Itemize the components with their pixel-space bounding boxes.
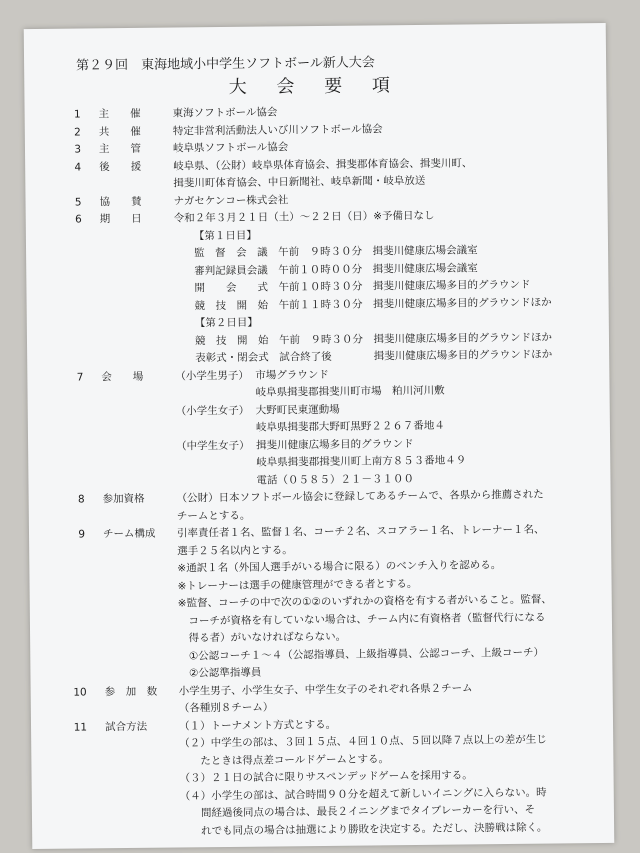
item-row: 4 後 援 岐阜県、（公財）岐阜県体育協会、揖斐郡体育協会、揖斐川町、	[74, 156, 473, 174]
item-row: 5 協 賛 ナガセケンコー株式会社	[74, 193, 289, 209]
items-section	[65, 101, 595, 841]
team-row: 9 チーム構成 引率責任者１名、監督１名、コーチ２名、スコアラー１名、トレーナー１名、	[78, 523, 545, 541]
schedule-row: 競 技 開 始 午前 ９時３０分 揖斐川健康広場多目的グラウンドほか	[194, 331, 553, 347]
venue-row: （中学生女子） 揖斐川健康広場多目的グラウンド	[176, 437, 414, 452]
venue-row: 岐阜県揖斐郡揖斐川町市場 粕川河川敷	[255, 384, 445, 399]
schedule-row: 表彰式・閉会式 試合終了後 揖斐川健康広場多目的グラウンドほか	[195, 348, 553, 365]
venue-row: 岐阜県揖斐郡大野町黒野２２６７番地４	[255, 419, 445, 434]
document-title: 大 会 要 項	[228, 75, 403, 98]
schedule-row: 審判記録員会議 午前１０時００分 揖斐川健康広場会議室	[194, 261, 478, 277]
method-row: （３）２１日の試合に限りサスペンデッドゲームを採用する。	[179, 769, 473, 785]
team-row: ※監督、コーチの中で次の①②のいずれかの資格を有する者がいること。監督、	[177, 593, 552, 610]
item-row: 揖斐川町体育協会、中日新聞社、岐阜新聞・岐阜放送	[173, 174, 426, 190]
schedule-row: 監 督 会 議 午前 ９時３０分 揖斐川健康広場会議室	[194, 244, 478, 260]
team-row: ※トレーナーは選手の健康管理ができる者とする。	[177, 577, 418, 592]
schedule-row: 競 技 開 始 午前１１時３０分 揖斐川健康広場多目的グラウンドほか	[194, 296, 552, 312]
venue-row: 岐阜県揖斐郡揖斐川町上南方８５３番地４９	[256, 454, 467, 469]
teams-count-row: （各種別８チーム）	[178, 701, 274, 715]
team-row: ①公認コーチ１～４（公認指導員、上級指導員、公認コーチ、上級コーチ）	[178, 646, 545, 662]
schedule-row: 開 会 式 午前１０時３０分 揖斐川健康広場多目的グラウンド	[194, 278, 531, 295]
method-row: 11 試合方法 （１）トーナメント方式とする。	[73, 718, 337, 734]
schedule-row: 【第２日目】	[194, 316, 258, 330]
method-row: （２）中学生の部は、３回１５点、４回１０点、５回以降７点以上の差が生じ	[179, 733, 547, 750]
qualification-row: 8 参加資格 （公財）日本ソフトボール協会に登録してあるチームで、各県から推薦された	[77, 488, 544, 506]
venue-row: 電話（０５８５）２１－３１００	[256, 472, 415, 487]
team-row: ※通訳１名（外国人選手がいる場合に限る）のベンチ入りを認める。	[177, 559, 502, 575]
team-row: 得る者）がいなければならない。	[178, 630, 347, 645]
teams-count-row: 10 参 加 数 小学生男子、小学生女子、中学生女子のそれぞれ各県２チーム	[73, 681, 473, 699]
item-row: 2 共 催 特定非営利活動法人いび川ソフトボール協会	[74, 122, 383, 139]
venue-row: （小学生女子） 大野町民東運動場	[175, 403, 340, 417]
venue-row: 7 会 場 （小学生男子） 市場グラウンド	[76, 368, 329, 384]
method-row: （４）小学生の部は、試合時間９０分を超えて新しいイニングに入らない。時	[179, 786, 547, 802]
schedule-row: 【第１日目】	[193, 229, 257, 242]
item-row: 3 主 管 岐阜県ソフトボール協会	[74, 141, 289, 156]
method-row: れでも同点の場合は抽選により勝敗を決定する。ただし、決勝戦は除く。	[180, 821, 548, 837]
item-row: 1 主 催 東海ソフトボール協会	[73, 106, 278, 121]
team-row: ②公認準指導員	[178, 666, 262, 680]
tournament-name: 第２９回 東海地域小中学生ソフトボール新人大会	[76, 55, 375, 74]
method-row: たときは得点差コールドゲームとする。	[179, 752, 390, 767]
document-page	[24, 23, 615, 849]
item-row: 6 期 日 令和２年３月２１日（土）～２２日（日）※予備日なし	[74, 209, 435, 226]
method-row: 間経過後同点の場合は、最長２イニングまでタイブレーカーを行い、そ	[179, 803, 536, 820]
qualification-row: チームとする。	[176, 509, 251, 522]
team-row: コーチが資格を有していない場合は、チーム内に有資格者（監督代行になる	[177, 611, 546, 627]
team-row: 選手２５名以内とする。	[177, 543, 293, 557]
